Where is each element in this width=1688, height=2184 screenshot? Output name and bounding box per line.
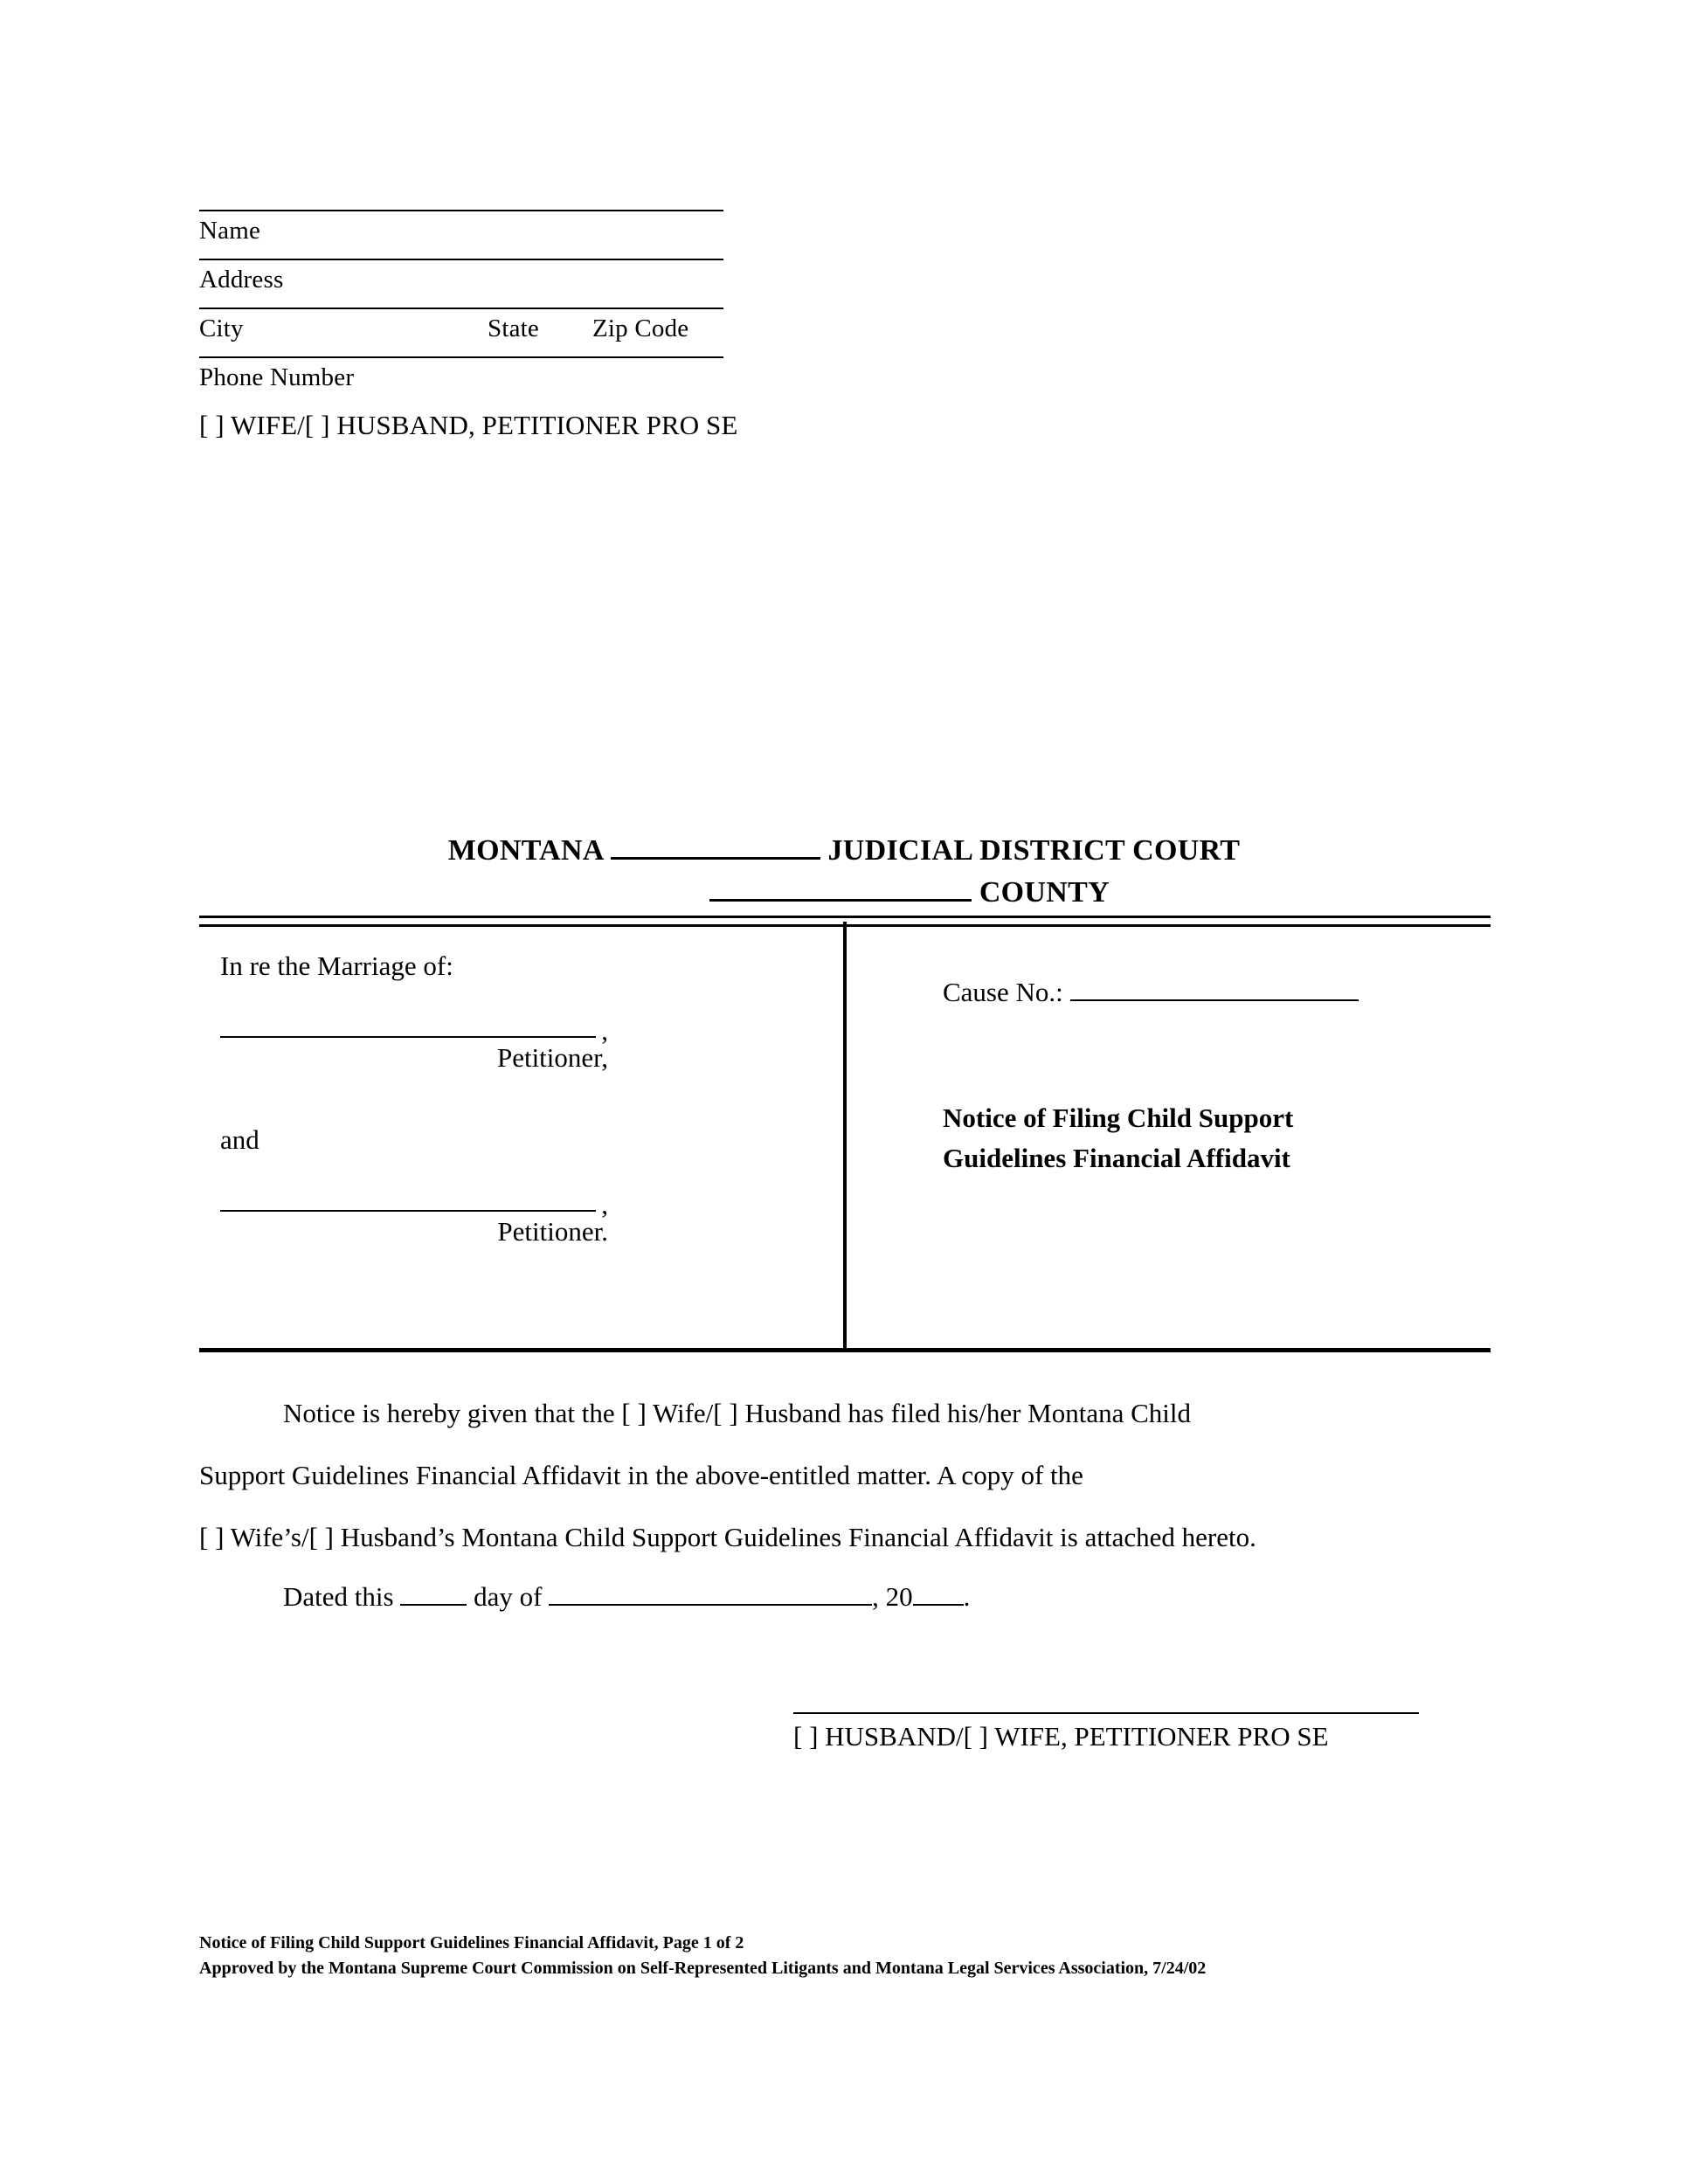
- petitioner-2-name-blank[interactable]: [220, 1209, 596, 1212]
- petitioner-pro-se-line: [ ] WIFE/[ ] HUSBAND, PETITIONER PRO SE: [199, 410, 738, 440]
- court-title: [0, 830, 1688, 914]
- name-row[interactable]: [199, 210, 723, 259]
- county-label: COUNTY: [979, 876, 1110, 909]
- cause-number-label: Cause No.:: [943, 977, 1063, 1007]
- document-title-line-2: Guidelines Financial Affidavit: [943, 1143, 1290, 1173]
- dated-day-of-label: day of: [474, 1581, 543, 1612]
- signature-caption: [ ] HUSBAND/[ ] WIFE, PETITIONER PRO SE: [793, 1721, 1329, 1752]
- dated-year-prefix: , 20: [872, 1581, 913, 1612]
- cause-number-row: [943, 974, 1491, 1011]
- petitioner-2-signature-group: [220, 1209, 622, 1250]
- dated-month-blank[interactable]: [549, 1604, 872, 1606]
- in-re-marriage-label: In re the Marriage of:: [220, 950, 453, 981]
- zip-code-label: Zip Code: [592, 314, 689, 342]
- dated-period: .: [963, 1581, 971, 1612]
- dated-day-blank[interactable]: [400, 1604, 467, 1606]
- phone-number-label: Phone Number: [199, 363, 355, 391]
- name-label: Name: [199, 217, 261, 245]
- signature-block: [793, 1712, 1492, 1756]
- cause-number-blank[interactable]: [1070, 999, 1359, 1001]
- petitioner-1-name-blank[interactable]: [220, 1035, 596, 1038]
- petitioner-2-role-label: Petitioner.: [497, 1216, 608, 1247]
- dated-line: [199, 1572, 970, 1621]
- case-caption-box: [199, 916, 1491, 1352]
- city-label: City: [199, 314, 244, 342]
- judicial-district-court-label: JUDICIAL DISTRICT COURT: [827, 834, 1241, 867]
- phone-number-row[interactable]: [199, 356, 723, 405]
- caption-right-column: [847, 922, 1491, 1348]
- judicial-district-blank[interactable]: [611, 857, 820, 860]
- footer-line-1: Notice of Filing Child Support Guidelines Financial Affidavit, Page 1 of 2: [199, 1933, 744, 1952]
- city-state-zip-labels: [199, 311, 723, 346]
- court-title-line-2: [0, 872, 1688, 914]
- document-title-line-1: Notice of Filing Child Support: [943, 1102, 1294, 1133]
- court-title-line-1: [0, 830, 1688, 872]
- caption-bottom-rule: [199, 1348, 1491, 1352]
- city-state-zip-row[interactable]: [199, 308, 723, 356]
- county-blank[interactable]: [709, 899, 972, 902]
- petitioner-1-signature-group: [220, 1035, 622, 1076]
- caption-left-column: [199, 922, 843, 1348]
- address-row[interactable]: [199, 259, 723, 308]
- notice-body-line-1: [199, 1382, 1492, 1444]
- dated-year-blank[interactable]: [913, 1604, 964, 1606]
- notice-body-line-3: [ ] Wife’s/[ ] Husband’s Montana Child Support Guidelines Financial Affidavit is attached hereto.: [199, 1522, 1256, 1552]
- and-conjunction: and: [220, 1124, 259, 1155]
- signature-line[interactable]: [793, 1712, 1419, 1714]
- notice-line-1-text: Notice is hereby given that the [ ] Wife/[ ] Husband has filed his/her Montana Child: [283, 1398, 1191, 1428]
- state-label: State: [488, 314, 539, 342]
- page-footer: [199, 1931, 1510, 1981]
- petitioner-1-role-label: Petitioner,: [496, 1042, 608, 1073]
- dated-prefix-label: Dated this: [283, 1581, 394, 1612]
- notice-body-line-2: Support Guidelines Financial Affidavit in the above-entitled matter. A copy of the: [199, 1460, 1083, 1490]
- address-label: Address: [199, 266, 284, 294]
- document-title-heading: [943, 1098, 1491, 1178]
- court-state-word: MONTANA: [447, 834, 603, 867]
- party-header-block: [199, 210, 738, 444]
- footer-line-2: Approved by the Montana Supreme Court Commission on Self-Represented Litigants and Montana Legal Services Association, 7/24/02: [199, 1959, 1207, 1978]
- notice-body-text: [199, 1382, 1492, 1568]
